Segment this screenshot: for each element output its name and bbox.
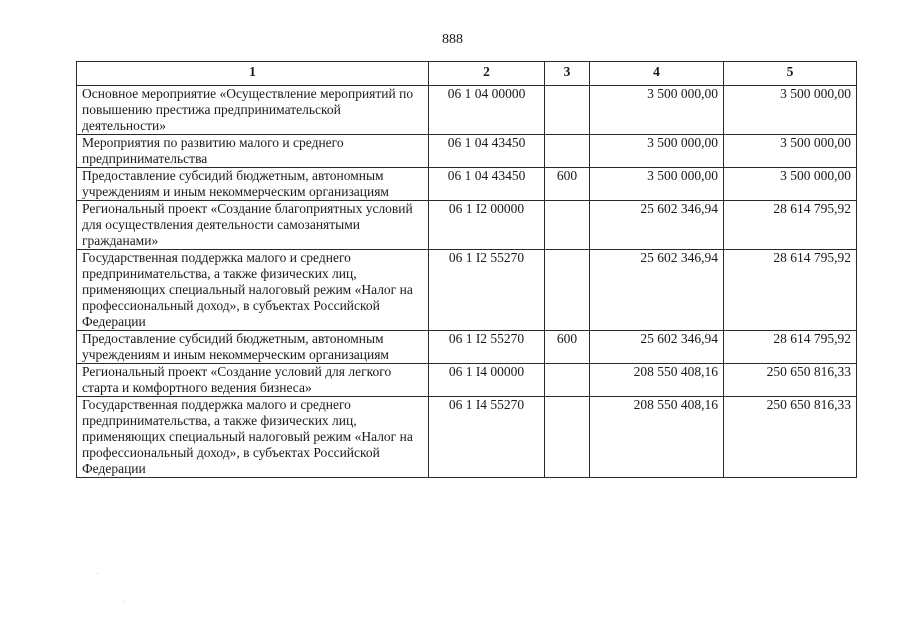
row-vr bbox=[545, 201, 590, 250]
row-vr bbox=[545, 397, 590, 478]
header-row bbox=[77, 62, 857, 86]
row-sum1: 25 602 346,94 bbox=[590, 331, 724, 364]
table-row bbox=[77, 168, 857, 201]
table-row bbox=[77, 201, 857, 250]
row-code: 06 1 04 43450 bbox=[429, 168, 545, 201]
row-vr: 600 bbox=[545, 331, 590, 364]
row-sum1: 25 602 346,94 bbox=[590, 250, 724, 331]
header-cell-name: 1 bbox=[77, 62, 429, 86]
table-row bbox=[77, 250, 857, 331]
table-row bbox=[77, 331, 857, 364]
row-sum1: 25 602 346,94 bbox=[590, 201, 724, 250]
row-sum2: 28 614 795,92 bbox=[724, 331, 857, 364]
row-sum1: 3 500 000,00 bbox=[590, 168, 724, 201]
row-sum2: 250 650 816,33 bbox=[724, 364, 857, 397]
header-cell-sum2: 5 bbox=[724, 62, 857, 86]
row-vr bbox=[545, 135, 590, 168]
table-row bbox=[77, 86, 857, 135]
header-cell-vr: 3 bbox=[545, 62, 590, 86]
row-name: Предоставление субсидий бюджетным, автономным учреждениям и иным некоммерческим организациям bbox=[77, 168, 429, 201]
row-sum2: 3 500 000,00 bbox=[724, 86, 857, 135]
row-vr bbox=[545, 250, 590, 331]
table-row bbox=[77, 397, 857, 478]
row-code: 06 1 I2 00000 bbox=[429, 201, 545, 250]
scan-speck bbox=[97, 573, 98, 574]
header-cell-code: 2 bbox=[429, 62, 545, 86]
row-sum1: 208 550 408,16 bbox=[590, 364, 724, 397]
row-sum2: 3 500 000,00 bbox=[724, 135, 857, 168]
table-row bbox=[77, 364, 857, 397]
table-row bbox=[77, 135, 857, 168]
row-name: Основное мероприятие «Осуществление мероприятий по повышению престижа предпринимательской деятельности» bbox=[77, 86, 429, 135]
scan-speck bbox=[123, 601, 124, 602]
row-code: 06 1 I2 55270 bbox=[429, 331, 545, 364]
row-name: Региональный проект «Создание условий для легкого старта и комфортного ведения бизнеса» bbox=[77, 364, 429, 397]
row-name: Региональный проект «Создание благоприятных условий для осуществления деятельности самозанятыми гражданами» bbox=[77, 201, 429, 250]
row-sum1: 3 500 000,00 bbox=[590, 86, 724, 135]
row-name: Государственная поддержка малого и среднего предпринимательства, а также физических лиц, применяющих специальный налоговый режим «Налог на профессиональный доход», в субъектах Российской Федерации bbox=[77, 250, 429, 331]
row-sum2: 28 614 795,92 bbox=[724, 250, 857, 331]
row-sum2: 28 614 795,92 bbox=[724, 201, 857, 250]
row-name: Мероприятия по развитию малого и среднего предпринимательства bbox=[77, 135, 429, 168]
row-name: Государственная поддержка малого и среднего предпринимательства, а также физических лиц, применяющих специальный налоговый режим «Налог на профессиональный доход», в субъектах Российской Федерации bbox=[77, 397, 429, 478]
page-number: 888 bbox=[442, 32, 463, 47]
row-sum2: 250 650 816,33 bbox=[724, 397, 857, 478]
row-vr bbox=[545, 364, 590, 397]
row-vr: 600 bbox=[545, 168, 590, 201]
row-code: 06 1 04 00000 bbox=[429, 86, 545, 135]
row-sum1: 208 550 408,16 bbox=[590, 397, 724, 478]
row-code: 06 1 I4 55270 bbox=[429, 397, 545, 478]
row-code: 06 1 I4 00000 bbox=[429, 364, 545, 397]
row-code: 06 1 I2 55270 bbox=[429, 250, 545, 331]
row-vr bbox=[545, 86, 590, 135]
header-cell-sum1: 4 bbox=[590, 62, 724, 86]
row-sum1: 3 500 000,00 bbox=[590, 135, 724, 168]
budget-table bbox=[76, 61, 857, 478]
row-code: 06 1 04 43450 bbox=[429, 135, 545, 168]
row-sum2: 3 500 000,00 bbox=[724, 168, 857, 201]
row-name: Предоставление субсидий бюджетным, автономным учреждениям и иным некоммерческим организациям bbox=[77, 331, 429, 364]
